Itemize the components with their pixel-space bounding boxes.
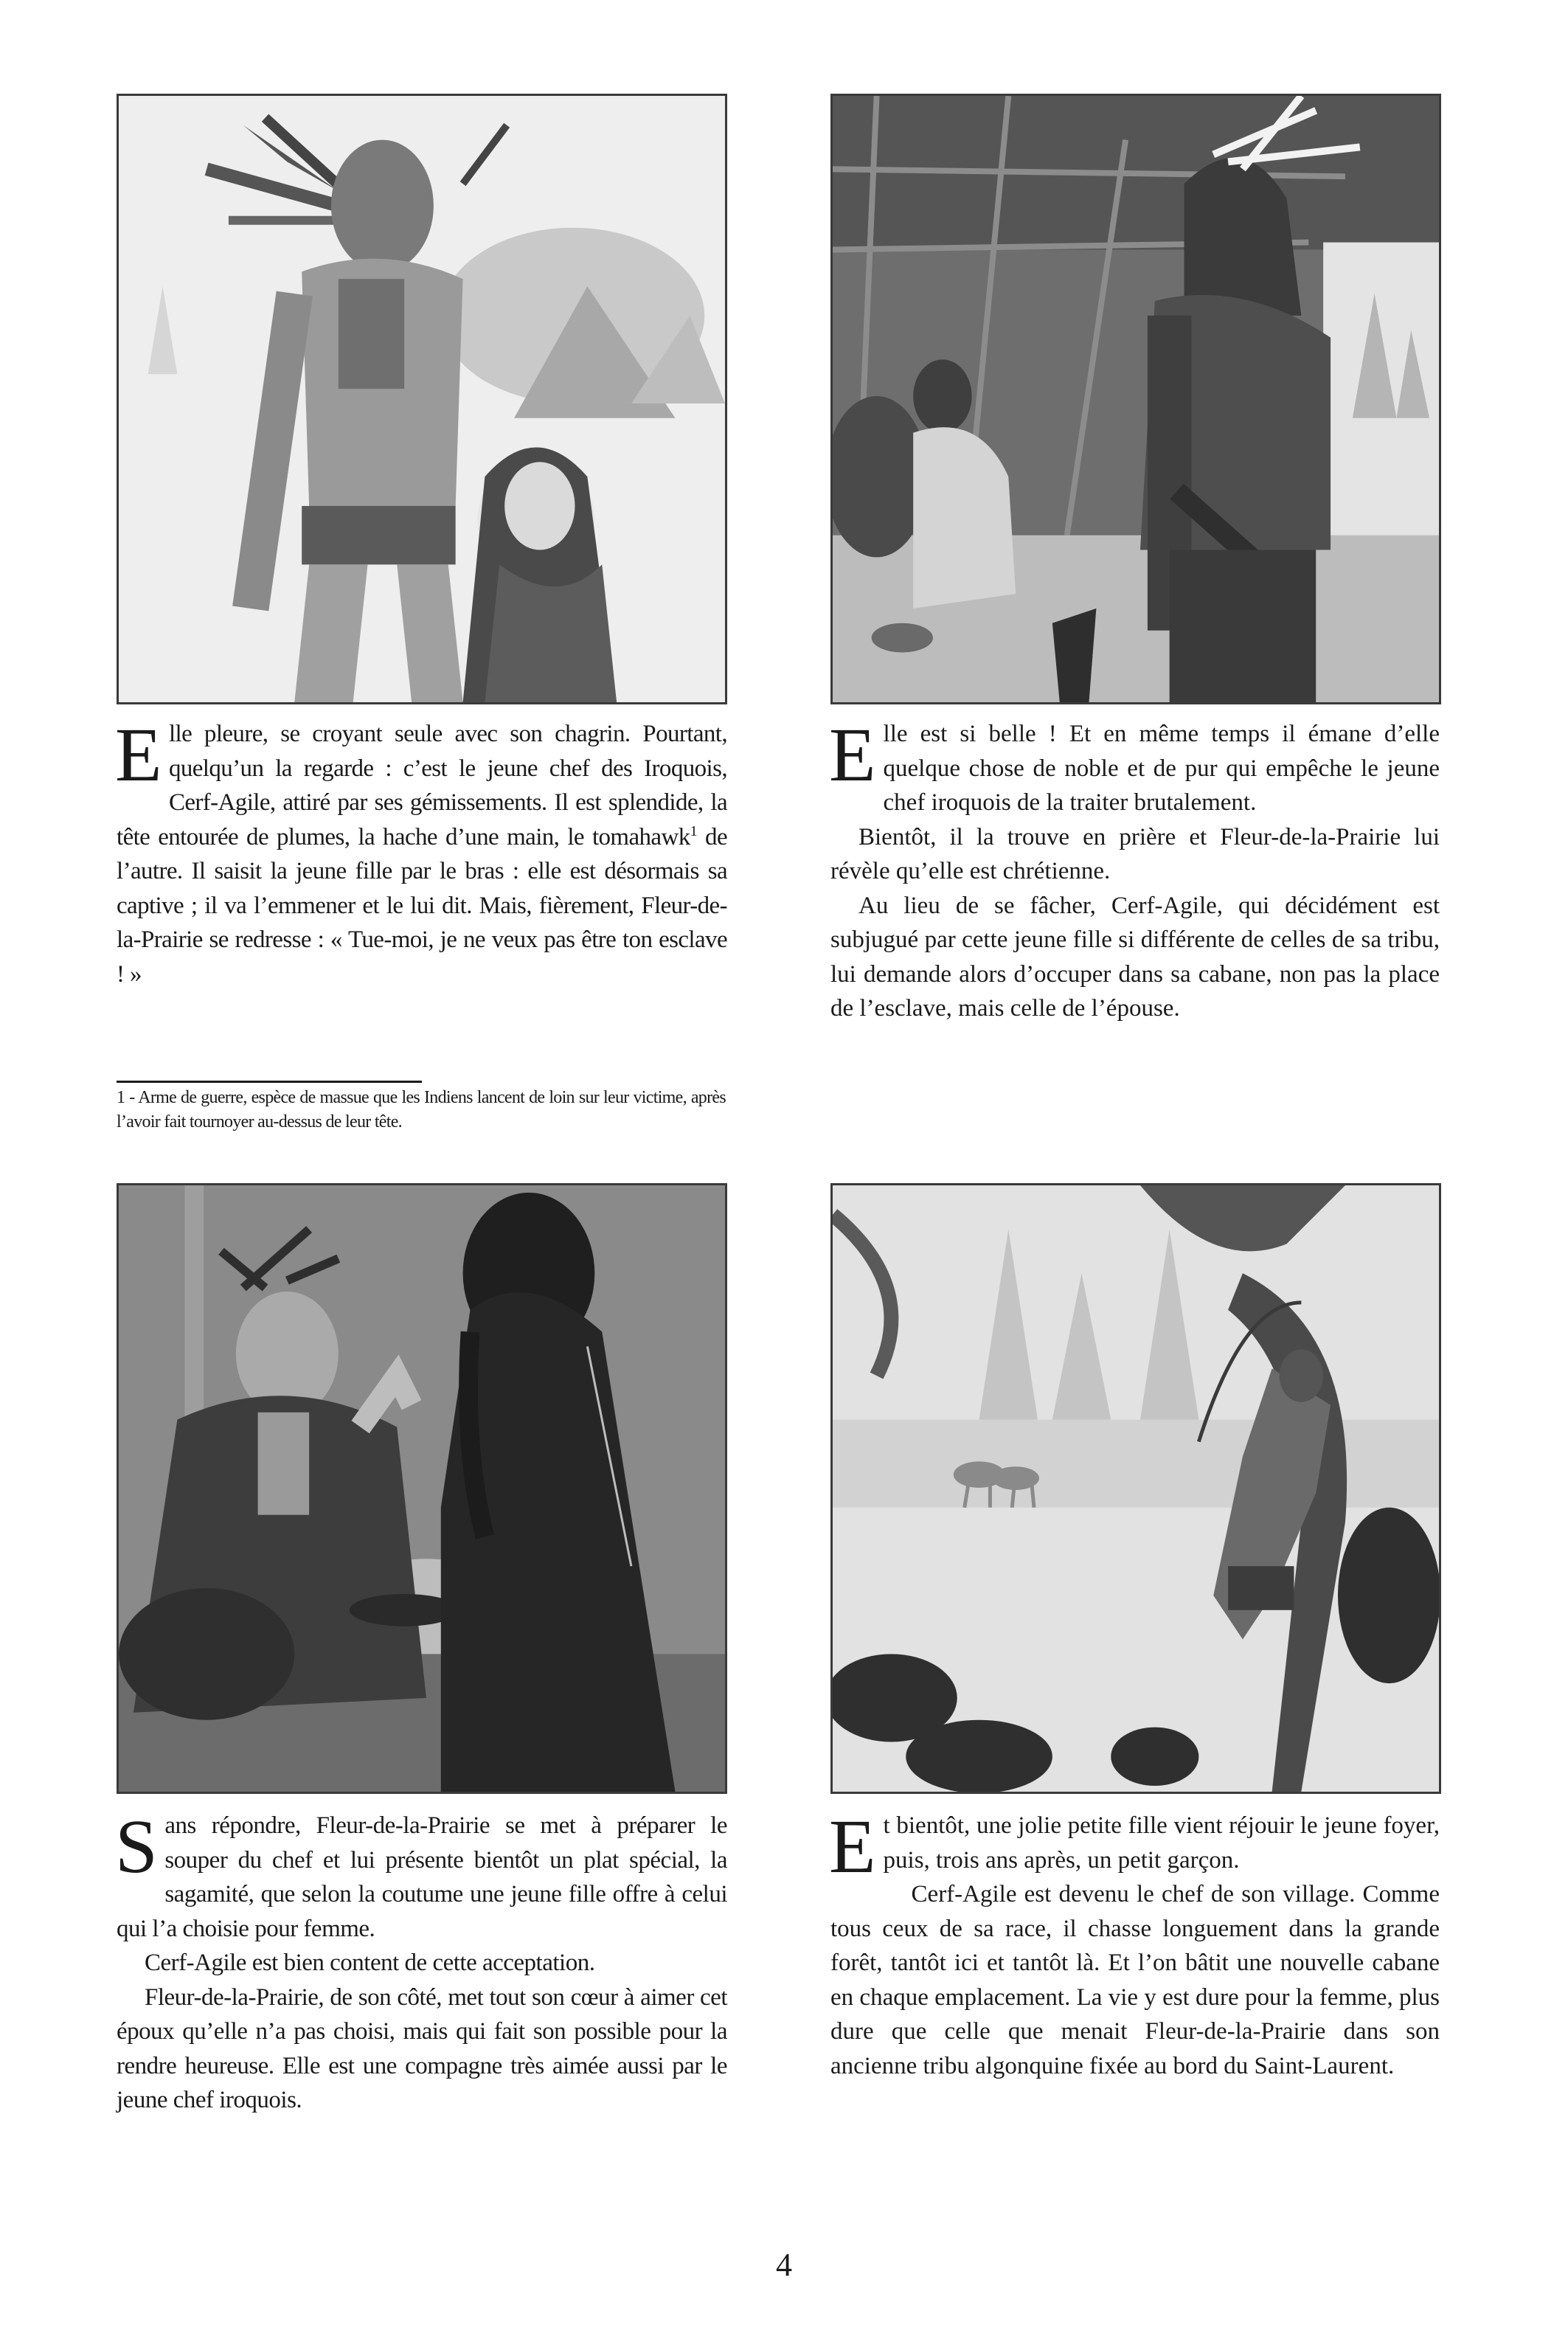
- drop-cap: S: [115, 1804, 158, 1889]
- paragraph-text: t bientôt, une jolie petite fille vient réjouir le jeune foyer, puis, trois ans après, un petit garçon.: [883, 1812, 1440, 1874]
- paragraph: [829, 1804, 1440, 1889]
- illustration-1-drawing: [119, 96, 725, 702]
- paragraph-text: de l’autre. Il saisit la jeune fille par le bras : elle est désormais sa captive ; il va l’emmener et le lui dit. Mais, fièrement, Fleur-de-la-Prairie se redresse : « Tue-moi, je ne veux pas être ton esclave ! »: [117, 823, 727, 988]
- footnote-marker: 1 -: [117, 1088, 135, 1107]
- paragraph-text: lle est si belle ! Et en même temps il émane d’elle quelque chose de noble et de pur qui empêche le jeune chef iroquois de la traiter brutalement.: [883, 721, 1440, 816]
- illustration-4-drawing: [833, 1185, 1439, 1792]
- illustration-3-drawing: [119, 1185, 725, 1792]
- story-text-block-4: [829, 1804, 1440, 2083]
- paragraph: [115, 1804, 727, 1946]
- story-text-block-1: [115, 713, 727, 991]
- paragraph: Bientôt, il la trouve en prière et Fleur-de-la-Prairie lui révèle qu’elle est chrétienne.: [830, 823, 1440, 884]
- paragraph: Fleur-de-la-Prairie, de son côté, met tout son cœur à aimer cet époux qu’elle n’a pas choisi, mais qui fait son possible pour la rendre heureuse. Elle est une compagne très aimée aussi par le jeune chef iroquois.: [117, 1983, 727, 2113]
- footnote-text: Arme de guerre, espèce de massue que les Indiens lancent de loin sur leur victime, après l’avoir fait tournoyer au-dessus de leur tête.: [117, 1088, 726, 1132]
- footnote: [117, 1086, 726, 1134]
- paragraph-text: lle pleure, se croyant seule avec son chagrin. Pourtant, quelqu’un la regarde : c’est le jeune chef des Iroquois, Cerf-Agile, attiré par ses gémissements. Il est splendide, la tête entourée de plumes, la hache d’une main, le tomahawk: [117, 721, 727, 850]
- paragraph: [115, 713, 727, 991]
- footnote-reference: 1: [690, 822, 698, 839]
- paragraph: Au lieu de se fâcher, Cerf-Agile, qui décidément est subjugué par cette jeune fille si différente de celles de sa tribu, lui demande alors d’occuper dans sa cabane, non pas la place de l’esclave, mais celle de l’épouse.: [830, 892, 1440, 1022]
- illustration-2-drawing: [833, 96, 1439, 702]
- paragraph: Cerf-Agile est devenu le chef de son village. Comme tous ceux de sa race, il chasse longuement dans la grande forêt, tantôt ici et tantôt là. Et l’on bâtit une nouvelle cabane en chaque emplacement. La vie y est dure pour la femme, plus dure que celle que menait Fleur-de-la-Prairie dans son ancienne tribu algonquine fixée au bord du Saint-Laurent.: [830, 1881, 1440, 2079]
- page-number: 4: [776, 2247, 792, 2283]
- drop-cap: E: [115, 713, 162, 797]
- illustration-warrior-captures-girl: [117, 94, 727, 704]
- paragraph-text: ans répondre, Fleur-de-la-Prairie se met à préparer le souper du chef et lui présente bientôt un plat spécial, la sagamité, que selon la coutume une jeune fille offre à celui qui l’a choisie pour femme.: [117, 1812, 727, 1942]
- drop-cap: E: [829, 1804, 876, 1889]
- paragraph: [829, 713, 1440, 820]
- drop-cap: E: [829, 713, 876, 797]
- illustration-lodge-interior-prayer: [830, 94, 1441, 704]
- story-text-block-2: [829, 713, 1440, 1026]
- paragraph: Cerf-Agile est bien content de cette acceptation.: [145, 1950, 595, 1976]
- story-text-block-3: [115, 1804, 727, 2118]
- illustration-hunting-deer: [830, 1183, 1441, 1794]
- footnote-separator-rule: [117, 1081, 422, 1083]
- illustration-offering-sagamite: [117, 1183, 727, 1794]
